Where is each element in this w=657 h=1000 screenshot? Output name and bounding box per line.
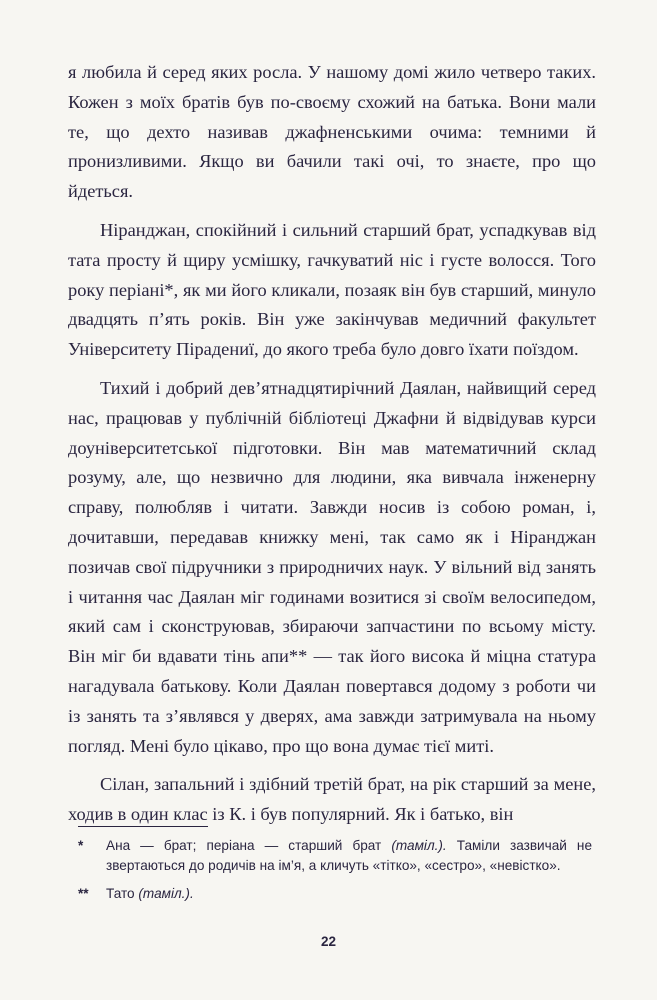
- page-number: 22: [320, 934, 337, 949]
- paragraph-4: Сілан, запальний і здібний третій брат, на рік старший за мене, ходив в один клас із К. і був популярний. Як і батько, він: [68, 774, 596, 825]
- footnote-2-mark: **: [78, 886, 89, 901]
- footnote-2-text: [106, 884, 592, 904]
- footnote-1: [78, 836, 592, 876]
- footnote-2: [78, 884, 592, 904]
- footnote-1-main: Ана — брат; періана — старший брат: [106, 838, 382, 853]
- footnote-1-text: [106, 836, 592, 876]
- footnotes: [78, 836, 592, 912]
- footnote-1-mark: *: [78, 838, 84, 853]
- footnote-divider: [78, 826, 208, 827]
- footnote-2-lang: (таміл.).: [138, 886, 194, 901]
- paragraph-3: Тихий і добрий дев’ятнадцятирічний Даялан, найвищий серед нас, працював у публічній бібліотеці Джафни й відвідував курси доуніверситетської підготовки. Він мав математичний склад розуму, але, що незвично для людини, яка вивчала інженерну справу, полюбляв і читати. Завжди носив із собою роман, і, дочитавши, передавав книжку мені, так само як і Ніранджан позичав свої підручники з природничих наук. У вільний від занять і читання час Даялан міг годинами возитися зі своїм велосипедом, який сам і сконструював, збираючи запчастини по всьому місту. Він міг би вдавати тінь апи** — так його висока й міцна статура нагадувала батькову. Коли Даялан повертався додому з роботи чи із занять та з’являвся у дверях, ама завжди затримувала на ньому погляд. Мені було цікаво, про що вона думає тієї миті.: [68, 377, 596, 756]
- footnote-1-rest: Таміли зазвичай не звертаються до родичів на ім’я, а кличуть «тітко», «сестро», «невістко».: [106, 838, 593, 873]
- paragraph-1: я любила й серед яких росла. У нашому домі жило четверо таких. Кожен з моїх братів був по-своєму схожий на батька. Вони мали те, що дехто називав джафненськими очима: темними й пронизливими. Якщо ви бачили такі очі, то знаєте, про що йдеться.: [68, 62, 596, 202]
- footnote-2-main: Тато: [106, 886, 135, 901]
- main-text: [68, 58, 596, 839]
- paragraph-2: Ніранджан, спокійний і сильний старший брат, успадкував від тата просту й щиру усмішку, гачкуватий ніс і густе волосся. Того року періані*, як ми його кликали, позаяк він був старший, минуло двадцять п’ять років. Він уже закінчував медичний факультет Університету Пірадениї, до якого треба було довго їхати поїздом.: [68, 219, 596, 360]
- footnote-1-lang: (таміл.).: [391, 838, 447, 853]
